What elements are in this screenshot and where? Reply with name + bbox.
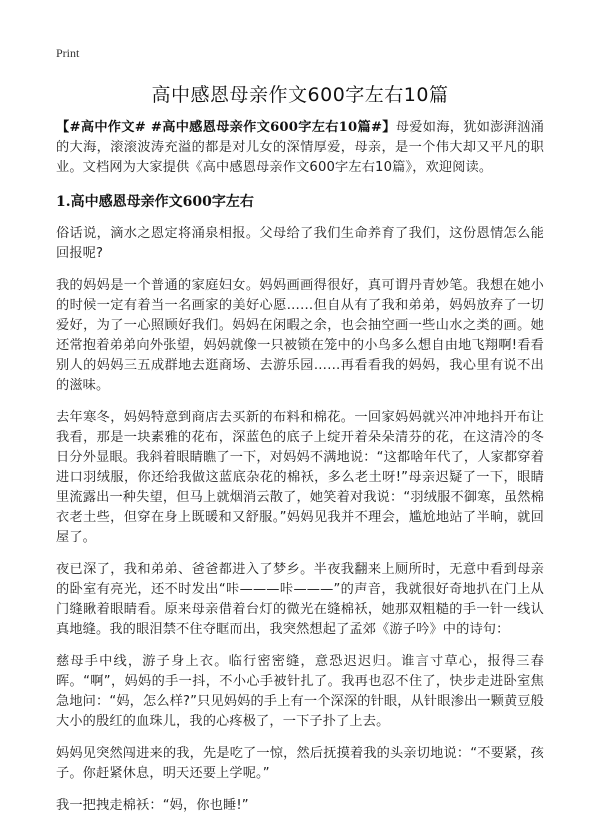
intro-tag: 【#高中作文# #高中感恩母亲作文600字左右10篇#】 (56, 120, 396, 135)
section-heading: 1.高中感恩母亲作文600字左右 (56, 194, 254, 210)
article-body (56, 118, 544, 828)
paragraph-7: 我一把拽走棉袄：“妈，你也睡!” (56, 798, 249, 813)
paragraph-4: 夜已深了，我和弟弟、爸爸都进入了梦乡。半夜我翻来上厕所时，无意中看到母亲的卧室有亮光，还不时发出“咔———咔———”的声音，我就很好奇地扒在门上从门缝瞅着眼睛看。原来母亲借着台灯的微光在缝棉袄，她那双粗糙的手一针一线认真地缝。我的眼泪禁不住夺眶而出，我突然想起了孟郊《游子吟》中的诗句： (56, 562, 544, 637)
intro-text: 母爱如海，犹如澎湃汹涌的大海，滚滚波涛充溢的都是对儿女的深情厚爱，母亲，是一个伟大却又平凡的职业。文档网为大家提供《高中感恩母亲作文600字左右10篇》，欢迎阅读。 (56, 120, 544, 175)
intro-paragraph (56, 118, 544, 178)
paragraph-1: 俗话说，滴水之恩定将涌泉相报。父母给了我们生命养育了我们，这份恩情怎么能回报呢? (56, 226, 544, 261)
paragraph-6: 妈妈见突然闯进来的我，先是吃了一惊，然后抚摸着我的头亲切地说：“不要紧，孩子。你赶紧休息，明天还要上学呢。” (56, 746, 544, 781)
print-label: Print (56, 46, 80, 60)
paragraph-3: 去年寒冬，妈妈特意到商店去买新的布料和棉花。一回家妈妈就兴冲冲地抖开布让我看，那是一块素雅的花布，深蓝色的底子上绽开着朵朵清芬的花，在这清冷的冬日分外显眼。我斜着眼睛瞧了一下，对妈妈不满地说：“这都啥年代了，人家都穿着进口羽绒服，你还给我做这蓝底杂花的棉袄，多么老土呀!”母亲迟疑了一下，眼睛里流露出一种失望，但马上就烟消云散了，她笑着对我说：“羽绒服不御寒，虽然棉衣老土些，但穿在身上既暖和又舒服。”妈妈见我并不理会，尴尬地站了半晌，就回屋了。 (56, 410, 544, 545)
page-title: 高中感恩母亲作文600字左右10篇 (151, 84, 449, 106)
paragraph-5: 慈母手中线，游子身上衣。临行密密缝，意恐迟迟归。谁言寸草心，报得三春晖。“啊”，妈妈的手一抖，不小心手被针扎了。我再也忍不住了，快步走进卧室焦急地问：“妈，怎么样?”只见妈妈的手上有一个深深的针眼，从针眼渗出一颗黄豆般大小的殷红的血珠儿，我的心疼极了，一下子扑了上去。 (56, 654, 544, 729)
paragraph-2: 我的妈妈是一个普通的家庭妇女。妈妈画画得很好，真可谓丹青妙笔。我想在她小的时候一定有着当一名画家的美好心愿……但自从有了我和弟弟，妈妈放弃了一切爱好，为了一心照顾好我们。妈妈在闲暇之余，也会抽空画一些山水之类的画。她还常抱着弟弟向外张望，妈妈就像一只被锁在笼中的小鸟多么想自由地飞翔啊!看看别人的妈妈三五成群地去逛商场、去游乐园……再看看我的妈妈，我心里有说不出的滋味。 (56, 278, 544, 393)
